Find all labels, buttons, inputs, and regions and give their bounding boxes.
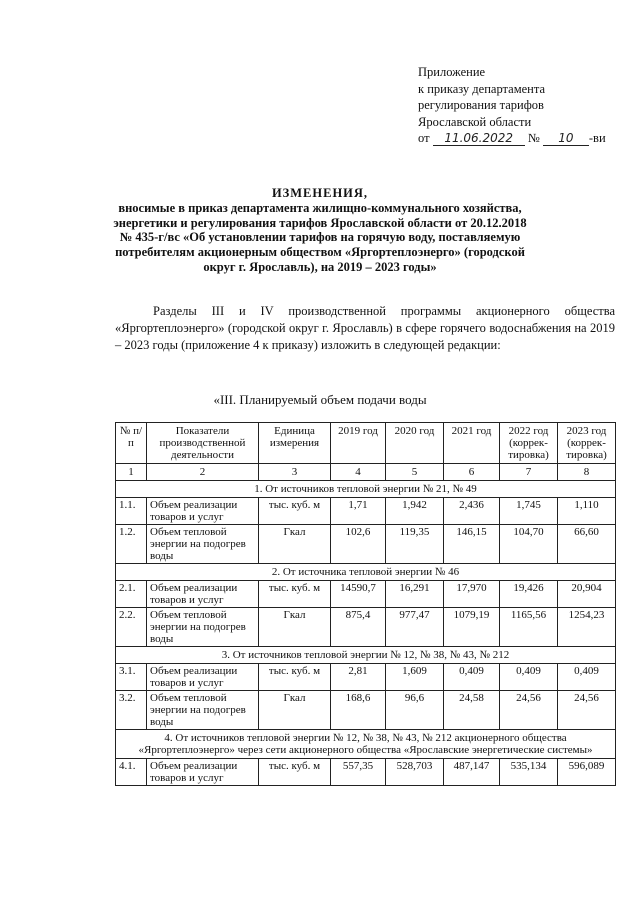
table-cell: 168,6 bbox=[331, 691, 386, 730]
table-cell: тыс. куб. м bbox=[259, 581, 331, 608]
water-supply-table bbox=[115, 422, 616, 786]
table-row bbox=[116, 759, 616, 786]
table-row bbox=[116, 498, 616, 525]
table-cell: 16,291 bbox=[386, 581, 444, 608]
table-cell: 2,81 bbox=[331, 664, 386, 691]
table-cell: 535,134 bbox=[500, 759, 558, 786]
table-cell: 1.1. bbox=[116, 498, 147, 525]
table-cell: 1,71 bbox=[331, 498, 386, 525]
table-cell: 528,703 bbox=[386, 759, 444, 786]
table-cell: Объем реализации товаров и услуг bbox=[147, 759, 259, 786]
table-cell: 146,15 bbox=[444, 525, 500, 564]
table-cell: 14590,7 bbox=[331, 581, 386, 608]
column-number: 5 bbox=[386, 464, 444, 481]
table-cell: 1,609 bbox=[386, 664, 444, 691]
appendix-date-line bbox=[418, 130, 606, 147]
table-row bbox=[116, 608, 616, 647]
table-cell: 19,426 bbox=[500, 581, 558, 608]
column-header: Единица измерения bbox=[259, 423, 331, 464]
table-cell: 104,70 bbox=[500, 525, 558, 564]
table-cell: Объем реализации товаров и услуг bbox=[147, 664, 259, 691]
column-header: 2021 год bbox=[444, 423, 500, 464]
heading-line: № 435-г/вс «Об установлении тарифов на горячую воду, поставляемую bbox=[119, 230, 521, 245]
group-row bbox=[116, 481, 616, 498]
appendix-line: регулирования тарифов bbox=[418, 98, 544, 112]
group-row bbox=[116, 647, 616, 664]
appendix-number: 10 bbox=[558, 131, 574, 145]
table-cell: 1254,23 bbox=[558, 608, 616, 647]
appendix-number-suffix: -ви bbox=[588, 131, 606, 145]
table-row bbox=[116, 525, 616, 564]
table-cell: 3.1. bbox=[116, 664, 147, 691]
table-cell: 66,60 bbox=[558, 525, 616, 564]
table-cell: 119,35 bbox=[386, 525, 444, 564]
table-cell: Объем тепловой энергии на подогрев воды bbox=[147, 691, 259, 730]
group-row bbox=[116, 564, 616, 581]
table-cell: тыс. куб. м bbox=[259, 664, 331, 691]
group-title: 3. От источников тепловой энергии № 12, № 38, № 43, № 212 bbox=[116, 647, 616, 664]
table-row bbox=[116, 664, 616, 691]
table-cell: 2.1. bbox=[116, 581, 147, 608]
table-cell: 3.2. bbox=[116, 691, 147, 730]
heading-line: округ г. Ярославль), на 2019 – 2023 годы» bbox=[203, 259, 437, 274]
body-paragraph-text: Разделы III и IV производственной программы акционерного общества «Яргортеплоэнерго» (городской округ г. Ярославль) в сфере горячего водоснабжения на 2019 – 2023 годы (приложение 4 к приказу) изложить в следующей редакции: bbox=[115, 304, 615, 352]
table-cell: 4.1. bbox=[116, 759, 147, 786]
table-cell: 24,56 bbox=[558, 691, 616, 730]
column-header: № п/п bbox=[116, 423, 147, 464]
appendix-date: 11.06.2022 bbox=[444, 131, 514, 145]
table-cell: 875,4 bbox=[331, 608, 386, 647]
table-row bbox=[116, 691, 616, 730]
group-title: 1. От источников тепловой энергии № 21, № 49 bbox=[116, 481, 616, 498]
table-cell: 96,6 bbox=[386, 691, 444, 730]
table-cell: Гкал bbox=[259, 525, 331, 564]
table-cell: 596,089 bbox=[558, 759, 616, 786]
table-cell: 1,942 bbox=[386, 498, 444, 525]
appendix-line: Приложение bbox=[418, 65, 486, 79]
appendix-from: от bbox=[418, 131, 430, 145]
group-title: 4. От источников тепловой энергии № 12, № 38, № 43, № 212 акционерного общества «Яргортеплоэнерго» через сети акционерного общества «Ярославские энергетические системы» bbox=[116, 730, 616, 759]
column-number: 2 bbox=[147, 464, 259, 481]
heading-line: энергетики и регулирования тарифов Ярославской области от 20.12.2018 bbox=[113, 215, 527, 230]
table-cell: тыс. куб. м bbox=[259, 759, 331, 786]
table-cell: Объем реализации товаров и услуг bbox=[147, 581, 259, 608]
table-cell: 1,745 bbox=[500, 498, 558, 525]
table-cell: 557,35 bbox=[331, 759, 386, 786]
group-title: 2. От источника тепловой энергии № 46 bbox=[116, 564, 616, 581]
appendix-line: Ярославской области bbox=[418, 114, 532, 129]
table-cell: 0,409 bbox=[444, 664, 500, 691]
table-cell: 487,147 bbox=[444, 759, 500, 786]
body-paragraph bbox=[115, 303, 615, 354]
table-cell: Гкал bbox=[259, 608, 331, 647]
heading-title: ИЗМЕНЕНИЯ, bbox=[271, 186, 369, 200]
column-number: 4 bbox=[331, 464, 386, 481]
table-cell: Объем тепловой энергии на подогрев воды bbox=[147, 608, 259, 647]
table-cell: 2.2. bbox=[116, 608, 147, 647]
column-numbers-row bbox=[116, 464, 616, 481]
table-cell: 0,409 bbox=[558, 664, 616, 691]
heading-line: потребителям акционерным обществом «Яргортеплоэнерго» (городской bbox=[115, 245, 525, 260]
table-cell: 1165,56 bbox=[500, 608, 558, 647]
column-header: Показатели производственной деятельности bbox=[147, 423, 259, 464]
appendix-number-sign: № bbox=[527, 131, 540, 145]
table-cell: 102,6 bbox=[331, 525, 386, 564]
heading-line: вносимые в приказ департамента жилищно-коммунального хозяйства, bbox=[118, 200, 522, 215]
column-number: 6 bbox=[444, 464, 500, 481]
column-header: 2022 год (коррек-тировка) bbox=[500, 423, 558, 464]
table-cell: 1079,19 bbox=[444, 608, 500, 647]
column-number: 8 bbox=[558, 464, 616, 481]
table-cell: 977,47 bbox=[386, 608, 444, 647]
table-cell: Гкал bbox=[259, 691, 331, 730]
table-row bbox=[116, 581, 616, 608]
table-cell: 20,904 bbox=[558, 581, 616, 608]
table-cell: 1.2. bbox=[116, 525, 147, 564]
table-cell: Объем тепловой энергии на подогрев воды bbox=[147, 525, 259, 564]
table-cell: тыс. куб. м bbox=[259, 498, 331, 525]
table-cell: 24,58 bbox=[444, 691, 500, 730]
section-title: «III. Планируемый объем подачи воды bbox=[213, 392, 427, 407]
column-number: 1 bbox=[116, 464, 147, 481]
column-number: 7 bbox=[500, 464, 558, 481]
column-number: 3 bbox=[259, 464, 331, 481]
table-cell: 17,970 bbox=[444, 581, 500, 608]
appendix-block bbox=[418, 64, 606, 147]
table-cell: Объем реализации товаров и услуг bbox=[147, 498, 259, 525]
column-header: 2019 год bbox=[331, 423, 386, 464]
table-cell: 0,409 bbox=[500, 664, 558, 691]
table-cell: 2,436 bbox=[444, 498, 500, 525]
appendix-line: к приказу департамента bbox=[418, 81, 546, 96]
table-header-row bbox=[116, 423, 616, 464]
column-header: 2023 год (коррек-тировка) bbox=[558, 423, 616, 464]
group-row bbox=[116, 730, 616, 759]
column-header: 2020 год bbox=[386, 423, 444, 464]
document-heading bbox=[0, 186, 640, 275]
table-cell: 1,110 bbox=[558, 498, 616, 525]
table-cell: 24,56 bbox=[500, 691, 558, 730]
